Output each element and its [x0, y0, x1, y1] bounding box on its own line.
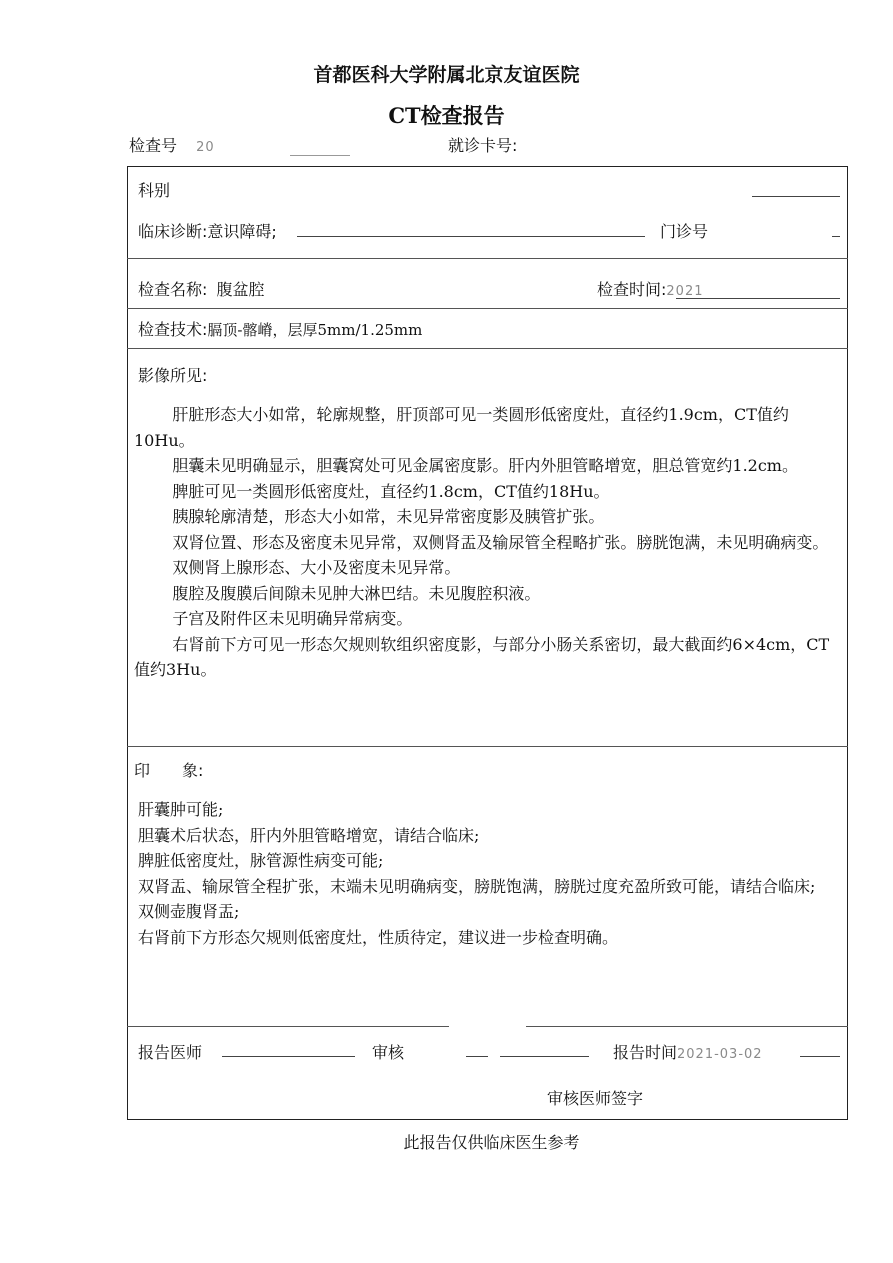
divider	[127, 348, 848, 349]
exam-time-row	[597, 277, 704, 300]
report-time-label: 报告时间	[613, 1043, 678, 1062]
impression-line: 双侧壶腹肾盂;	[138, 902, 240, 921]
divider	[526, 1026, 848, 1027]
findings-label: 影像所见:	[138, 366, 208, 385]
card-no-label: 就诊卡号:	[448, 136, 518, 155]
review-label: 审核	[372, 1043, 405, 1062]
impression-line: 肝囊肿可能;	[138, 800, 224, 819]
findings-paragraph: 双肾位置、形态及密度未见异常，双侧肾盂及输尿管全程略扩张。膀胱饱满，未见明确病变。	[172, 532, 829, 552]
report-title: CT检查报告	[388, 103, 505, 128]
findings-paragraph: 胰腺轮廓清楚，形态大小如常，未见异常密度影及胰管扩张。	[172, 507, 605, 526]
dept-underline	[752, 196, 840, 197]
report-time-row	[613, 1040, 763, 1063]
impression-line: 双肾盂、输尿管全程扩张，末端未见明确病变，膀胱饱满，膀胱过度充盈所致可能，请结合临床;	[138, 876, 816, 896]
exam-name-row	[138, 277, 265, 300]
divider	[127, 746, 848, 747]
divider	[127, 258, 848, 259]
findings-body	[134, 402, 834, 683]
exam-no-row	[129, 133, 350, 156]
findings-paragraph: 子宫及附件区未见明确异常病变。	[172, 609, 413, 628]
report-doctor-underline	[222, 1056, 355, 1057]
impression-body	[138, 797, 828, 950]
findings-paragraph: 肝脏形态大小如常，轮廓规整，肝顶部可见一类圆形低密度灶，直径约1.9cm，CT值约10Hu。	[134, 405, 789, 450]
exam-name-label: 检查名称:	[138, 280, 208, 299]
findings-paragraph: 右肾前下方可见一形态欠规则软组织密度影，与部分小肠关系密切，最大截面约6×4cm，CT值约3Hu。	[134, 634, 830, 679]
impression-line: 胆囊术后状态，肝内外胆管略增宽，请结合临床;	[138, 825, 480, 845]
hospital-name: 首都医科大学附属北京友谊医院	[313, 64, 580, 86]
card-no-row	[448, 133, 517, 156]
findings-paragraph: 脾脏可见一类圆形低密度灶，直径约1.8cm，CT值约18Hu。	[172, 481, 610, 501]
dept-row	[138, 178, 170, 201]
outpatient-underline	[832, 236, 840, 237]
dept-label: 科别	[138, 181, 171, 200]
report-doctor-label: 报告医师	[138, 1043, 203, 1062]
technique-value: 膈顶-髂嵴，层厚5mm/1.25mm	[207, 321, 423, 339]
exam-time-underline	[676, 298, 840, 299]
diagnosis-value: 意识障碍;	[207, 222, 277, 241]
exam-time-label: 检查时间:	[597, 280, 667, 299]
exam-name-value: 腹盆腔	[216, 280, 265, 299]
exam-no-blank	[290, 141, 350, 156]
outpatient-row	[660, 219, 708, 242]
exam-no-value: 20	[196, 140, 215, 155]
disclaimer: 此报告仅供临床医生参考	[403, 1133, 580, 1152]
report-doctor-row	[138, 1040, 202, 1063]
divider	[127, 1026, 449, 1027]
impression-line: 右肾前下方形态欠规则低密度灶，性质待定，建议进一步检查明确。	[138, 927, 619, 947]
technique-label: 检查技术:	[138, 320, 208, 339]
review-underline	[500, 1056, 589, 1057]
outpatient-label: 门诊号	[660, 222, 709, 241]
exam-time-value: 2021	[666, 284, 704, 299]
diagnosis-label: 临床诊断:	[138, 222, 208, 241]
review-row	[372, 1040, 404, 1063]
findings-paragraph: 双侧肾上腺形态、大小及密度未见异常。	[172, 558, 461, 577]
divider	[127, 308, 848, 309]
review-underline	[466, 1056, 488, 1057]
technique-row	[138, 317, 422, 340]
impression-line: 脾脏低密度灶，脉管源性病变可能;	[138, 851, 384, 870]
exam-no-label: 检查号	[129, 136, 178, 155]
diagnosis-row	[138, 219, 277, 242]
report-time-value: 2021-03-02	[677, 1047, 763, 1062]
report-time-underline	[800, 1056, 840, 1057]
impression-label: 印 象:	[134, 761, 204, 780]
findings-paragraph: 腹腔及腹膜后间隙未见肿大淋巴结。未见腹腔积液。	[172, 583, 541, 603]
findings-paragraph: 胆囊未见明确显示，胆囊窝处可见金属密度影。肝内外胆管略增宽，胆总管宽约1.2cm。	[172, 456, 798, 475]
signature-label: 审核医师签字	[547, 1089, 644, 1108]
diagnosis-underline	[297, 236, 645, 237]
